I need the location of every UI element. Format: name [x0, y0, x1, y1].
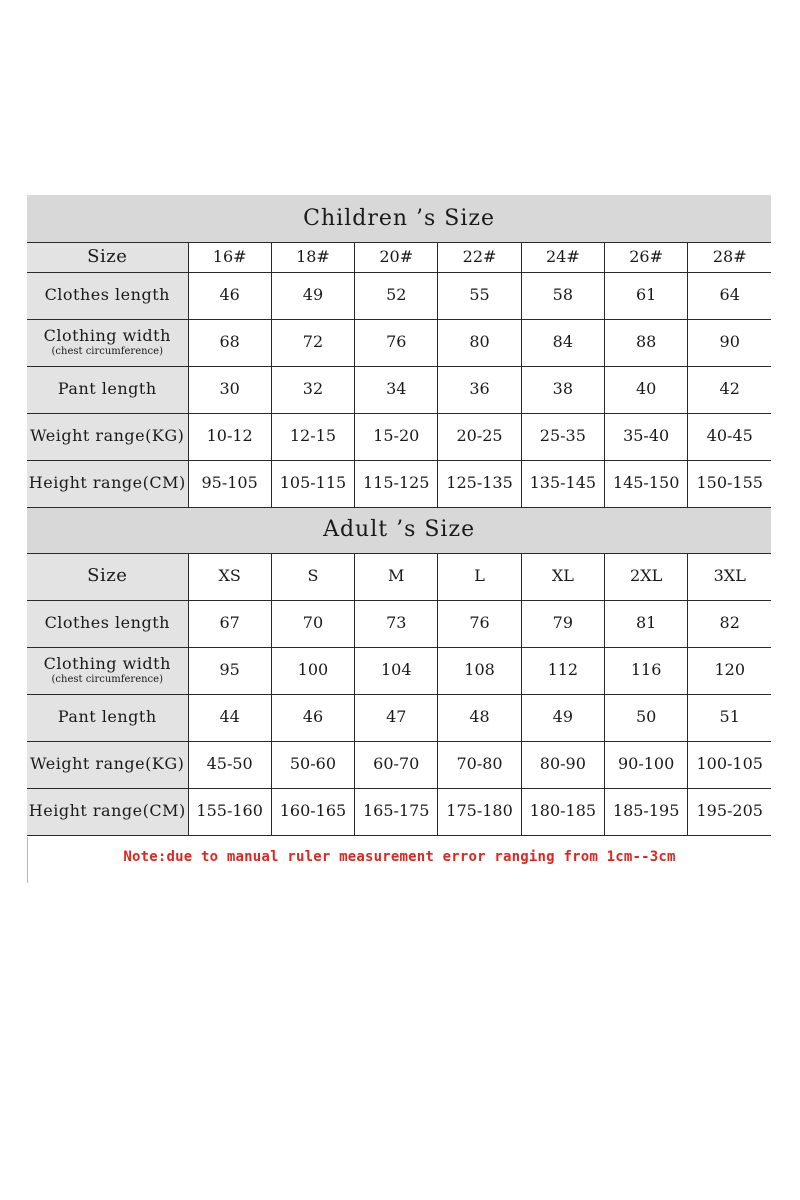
size-header-cell: M — [355, 553, 438, 600]
measurement-value-cell: 68 — [188, 319, 271, 366]
measurement-value-cell: 61 — [604, 272, 687, 319]
measurement-label-text: Height range(CM) — [28, 801, 186, 821]
children-size-title-row — [27, 195, 771, 242]
size-header-cell: 2XL — [604, 553, 687, 600]
children-size-measurement-row — [27, 366, 771, 413]
measurement-value-cell: 90 — [688, 319, 771, 366]
measurement-label — [27, 460, 188, 507]
measurement-label-text: Clothing width — [43, 326, 171, 346]
children-size-title: Children ’s Size — [27, 195, 771, 242]
size-header-cell: 3XL — [688, 553, 771, 600]
measurement-value-cell: 67 — [188, 600, 271, 647]
measurement-value-cell: 12-15 — [271, 413, 354, 460]
measurement-value-cell: 104 — [355, 647, 438, 694]
measurement-value-cell: 40-45 — [688, 413, 771, 460]
measurement-label-text: Weight range(KG) — [30, 754, 185, 774]
measurement-value-cell: 84 — [521, 319, 604, 366]
measurement-value-cell: 32 — [271, 366, 354, 413]
measurement-value-cell: 165-175 — [355, 788, 438, 835]
measurement-value-cell: 46 — [271, 694, 354, 741]
measurement-value-cell: 64 — [688, 272, 771, 319]
measurement-value-cell: 15-20 — [355, 413, 438, 460]
measurement-value-cell: 34 — [355, 366, 438, 413]
measurement-value-cell: 100 — [271, 647, 354, 694]
size-header-cell: 22# — [438, 242, 521, 272]
size-header-cell: XS — [188, 553, 271, 600]
measurement-value-cell: 55 — [438, 272, 521, 319]
children-size-measurement-row — [27, 272, 771, 319]
note-box — [27, 837, 771, 883]
measurement-value-cell: 47 — [355, 694, 438, 741]
measurement-value-cell: 35-40 — [604, 413, 687, 460]
size-header-cell: 18# — [271, 242, 354, 272]
measurement-value-cell: 58 — [521, 272, 604, 319]
measurement-value-cell: 115-125 — [355, 460, 438, 507]
measurement-value-cell: 90-100 — [604, 741, 687, 788]
measurement-value-cell: 25-35 — [521, 413, 604, 460]
measurement-value-cell: 48 — [438, 694, 521, 741]
adult-size-measurement-row — [27, 741, 771, 788]
adult-size-size-header-row — [27, 553, 771, 600]
measurement-value-cell: 112 — [521, 647, 604, 694]
measurement-sublabel: (chest circumference) — [51, 346, 163, 358]
measurement-value-cell: 44 — [188, 694, 271, 741]
measurement-value-cell: 49 — [521, 694, 604, 741]
measurement-value-cell: 46 — [188, 272, 271, 319]
size-chart-table — [27, 195, 771, 836]
measurement-label — [27, 741, 188, 788]
measurement-value-cell: 95-105 — [188, 460, 271, 507]
measurement-value-cell: 120 — [688, 647, 771, 694]
measurement-value-cell: 145-150 — [604, 460, 687, 507]
measurement-value-cell: 108 — [438, 647, 521, 694]
measurement-value-cell: 36 — [438, 366, 521, 413]
adult-size-title: Adult ’s Size — [27, 507, 771, 553]
measurement-label-text: Clothing width — [43, 654, 171, 674]
measurement-label — [27, 272, 188, 319]
measurement-value-cell: 175-180 — [438, 788, 521, 835]
measurement-label — [27, 319, 188, 366]
size-header-cell: 20# — [355, 242, 438, 272]
measurement-label-text: Pant length — [57, 707, 157, 727]
size-label: Size — [27, 553, 188, 600]
size-header-cell: 16# — [188, 242, 271, 272]
adult-size-title-row — [27, 507, 771, 553]
adult-size-measurement-row — [27, 694, 771, 741]
measurement-value-cell: 50-60 — [271, 741, 354, 788]
measurement-value-cell: 105-115 — [271, 460, 354, 507]
adult-size-measurement-row — [27, 600, 771, 647]
measurement-value-cell: 42 — [688, 366, 771, 413]
measurement-value-cell: 52 — [355, 272, 438, 319]
measurement-value-cell: 70 — [271, 600, 354, 647]
measurement-value-cell: 38 — [521, 366, 604, 413]
measurement-value-cell: 80 — [438, 319, 521, 366]
measurement-value-cell: 82 — [688, 600, 771, 647]
measurement-value-cell: 100-105 — [688, 741, 771, 788]
measurement-value-cell: 95 — [188, 647, 271, 694]
measurement-label — [27, 694, 188, 741]
measurement-label-text: Clothes length — [44, 613, 170, 633]
measurement-label — [27, 413, 188, 460]
measurement-value-cell: 45-50 — [188, 741, 271, 788]
children-size-size-header-row — [27, 242, 771, 272]
measurement-value-cell: 125-135 — [438, 460, 521, 507]
measurement-value-cell: 76 — [355, 319, 438, 366]
adult-size-measurement-row — [27, 647, 771, 694]
measurement-value-cell: 116 — [604, 647, 687, 694]
measurement-value-cell: 72 — [271, 319, 354, 366]
measurement-value-cell: 10-12 — [188, 413, 271, 460]
measurement-note: Note:due to manual ruler measurement error ranging from 1cm--3cm — [123, 849, 676, 865]
measurement-value-cell: 40 — [604, 366, 687, 413]
adult-size-measurement-row — [27, 788, 771, 835]
measurement-value-cell: 49 — [271, 272, 354, 319]
measurement-value-cell: 88 — [604, 319, 687, 366]
measurement-value-cell: 195-205 — [688, 788, 771, 835]
measurement-value-cell: 76 — [438, 600, 521, 647]
size-label: Size — [27, 242, 188, 272]
measurement-value-cell: 73 — [355, 600, 438, 647]
measurement-value-cell: 185-195 — [604, 788, 687, 835]
measurement-sublabel: (chest circumference) — [51, 674, 163, 686]
measurement-label — [27, 647, 188, 694]
size-header-cell: 28# — [688, 242, 771, 272]
measurement-label-text: Pant length — [57, 379, 157, 399]
measurement-value-cell: 135-145 — [521, 460, 604, 507]
measurement-value-cell: 80-90 — [521, 741, 604, 788]
size-header-cell: 24# — [521, 242, 604, 272]
children-size-measurement-row — [27, 413, 771, 460]
measurement-label — [27, 600, 188, 647]
size-header-cell: S — [271, 553, 354, 600]
measurement-label-text: Clothes length — [44, 285, 170, 305]
measurement-value-cell: 180-185 — [521, 788, 604, 835]
measurement-value-cell: 70-80 — [438, 741, 521, 788]
measurement-value-cell: 155-160 — [188, 788, 271, 835]
measurement-value-cell: 79 — [521, 600, 604, 647]
children-size-measurement-row — [27, 319, 771, 366]
size-header-cell: L — [438, 553, 521, 600]
measurement-value-cell: 30 — [188, 366, 271, 413]
size-header-cell: XL — [521, 553, 604, 600]
measurement-value-cell: 160-165 — [271, 788, 354, 835]
measurement-value-cell: 20-25 — [438, 413, 521, 460]
children-size-measurement-row — [27, 460, 771, 507]
measurement-label — [27, 366, 188, 413]
measurement-label-text: Height range(CM) — [28, 473, 186, 493]
measurement-label — [27, 788, 188, 835]
measurement-value-cell: 81 — [604, 600, 687, 647]
measurement-value-cell: 50 — [604, 694, 687, 741]
measurement-value-cell: 51 — [688, 694, 771, 741]
measurement-label-text: Weight range(KG) — [30, 426, 185, 446]
size-header-cell: 26# — [604, 242, 687, 272]
measurement-value-cell: 150-155 — [688, 460, 771, 507]
measurement-value-cell: 60-70 — [355, 741, 438, 788]
